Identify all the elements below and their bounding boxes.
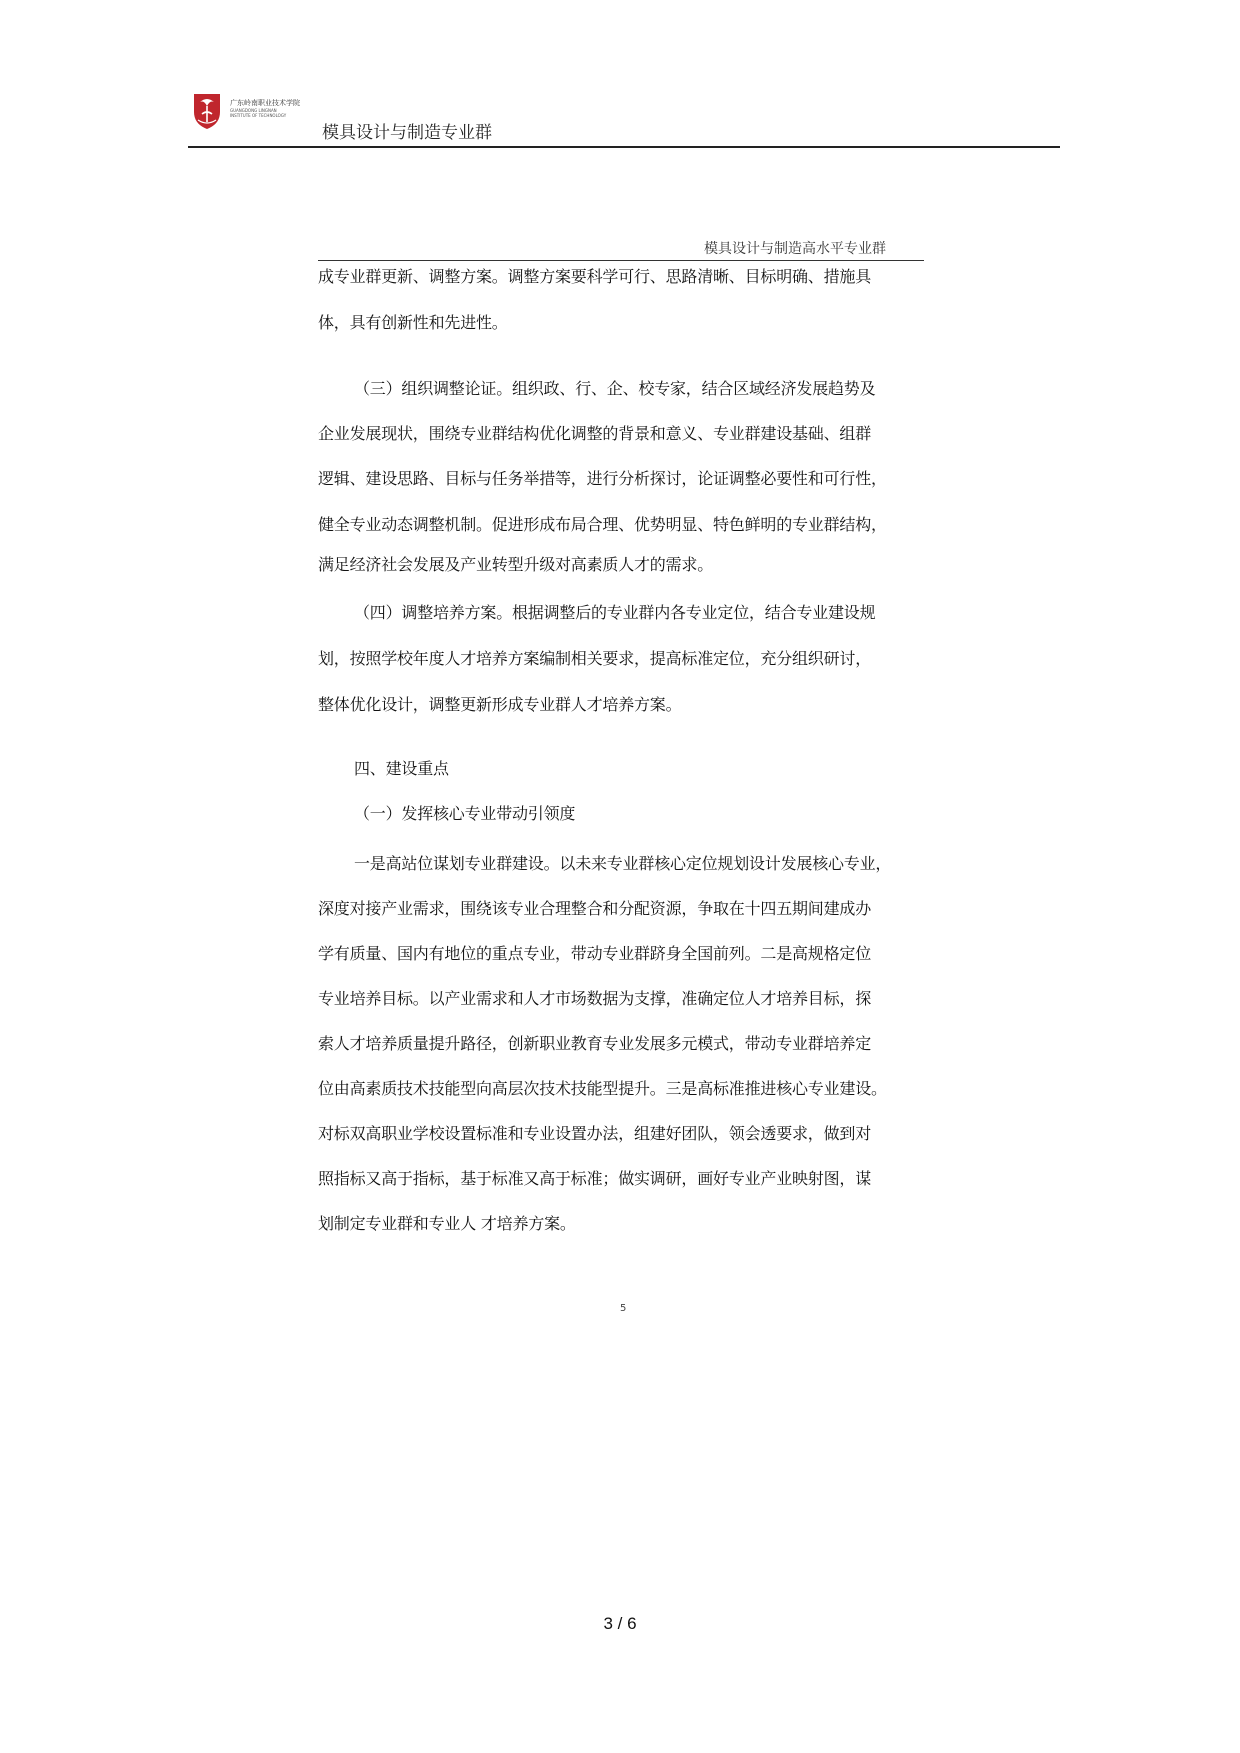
body-line: 划，按照学校年度人才培养方案编制相关要求，提高标准定位，充分组织研讨， — [318, 649, 872, 668]
body-line: 成专业群更新、调整方案。调整方案要科学可行、思路清晰、目标明确、措施具 — [318, 267, 872, 286]
body-line: （四）调整培养方案。根据调整后的专业群内各专业定位，结合专业建设规 — [354, 603, 876, 622]
body-line: 照指标又高于指标，基于标准又高于标准；做实调研，画好专业产业映射图，谋 — [318, 1169, 872, 1188]
section-heading: 四、建设重点 — [354, 759, 449, 778]
body-line: 对标双高职业学校设置标准和专业设置办法，组建好团队，领会透要求，做到对 — [318, 1124, 872, 1143]
body-line: 深度对接产业需求，围绕该专业合理整合和分配资源，争取在十四五期间建成办 — [318, 899, 872, 918]
body-line: 划制定专业群和专业人 才培养方案。 — [318, 1214, 576, 1233]
school-logo-icon — [192, 92, 222, 130]
body-line: 企业发展现状，围绕专业群结构优化调整的背景和意义、专业群建设基础、组群 — [318, 424, 872, 443]
body-line: 索人才培养质量提升路径，创新职业教育专业发展多元模式，带动专业群培养定 — [318, 1034, 872, 1053]
body-line: 一是高站位谋划专业群建设。以未来专业群核心定位规划设计发展核心专业， — [354, 854, 892, 873]
body-line: （三）组织调整论证。组织政、行、企、校专家，结合区域经济发展趋势及 — [354, 379, 876, 398]
page-header — [188, 88, 1060, 148]
body-line: 专业培养目标。以产业需求和人才市场数据为支撑，准确定位人才培养目标，探 — [318, 989, 872, 1008]
document-subheader — [318, 238, 924, 261]
body-line: 学有质量、国内有地位的重点专业，带动专业群跻身全国前列。二是高规格定位 — [318, 944, 872, 963]
page-number: 5 — [620, 1303, 627, 1314]
subheader-title: 模具设计与制造高水平专业群 — [704, 241, 886, 257]
school-name-cn: 广东岭南职业技术学院 — [230, 99, 300, 107]
header-title: 模具设计与制造专业群 — [322, 123, 492, 143]
body-line: 整体优化设计，调整更新形成专业群人才培养方案。 — [318, 695, 682, 714]
body-line: 逻辑、建设思路、目标与任务举措等，进行分析探讨，论证调整必要性和可行性， — [318, 469, 887, 488]
body-line: 体，具有创新性和先进性。 — [318, 313, 508, 332]
school-name-en: GUANGDONG LINGNAN INSTITUTE OF TECHNOLOGY — [230, 108, 287, 118]
body-line: 健全专业动态调整机制。促进形成布局合理、优势明显、特色鲜明的专业群结构， — [318, 515, 887, 534]
body-line: 位由高素质技术技能型向高层次技术技能型提升。三是高标准推进核心专业建设。 — [318, 1079, 887, 1098]
page-counter: 3 / 6 — [603, 1614, 637, 1633]
body-line: 满足经济社会发展及产业转型升级对高素质人才的需求。 — [318, 555, 714, 574]
subsection-heading: （一）发挥核心专业带动引领度 — [354, 804, 576, 823]
